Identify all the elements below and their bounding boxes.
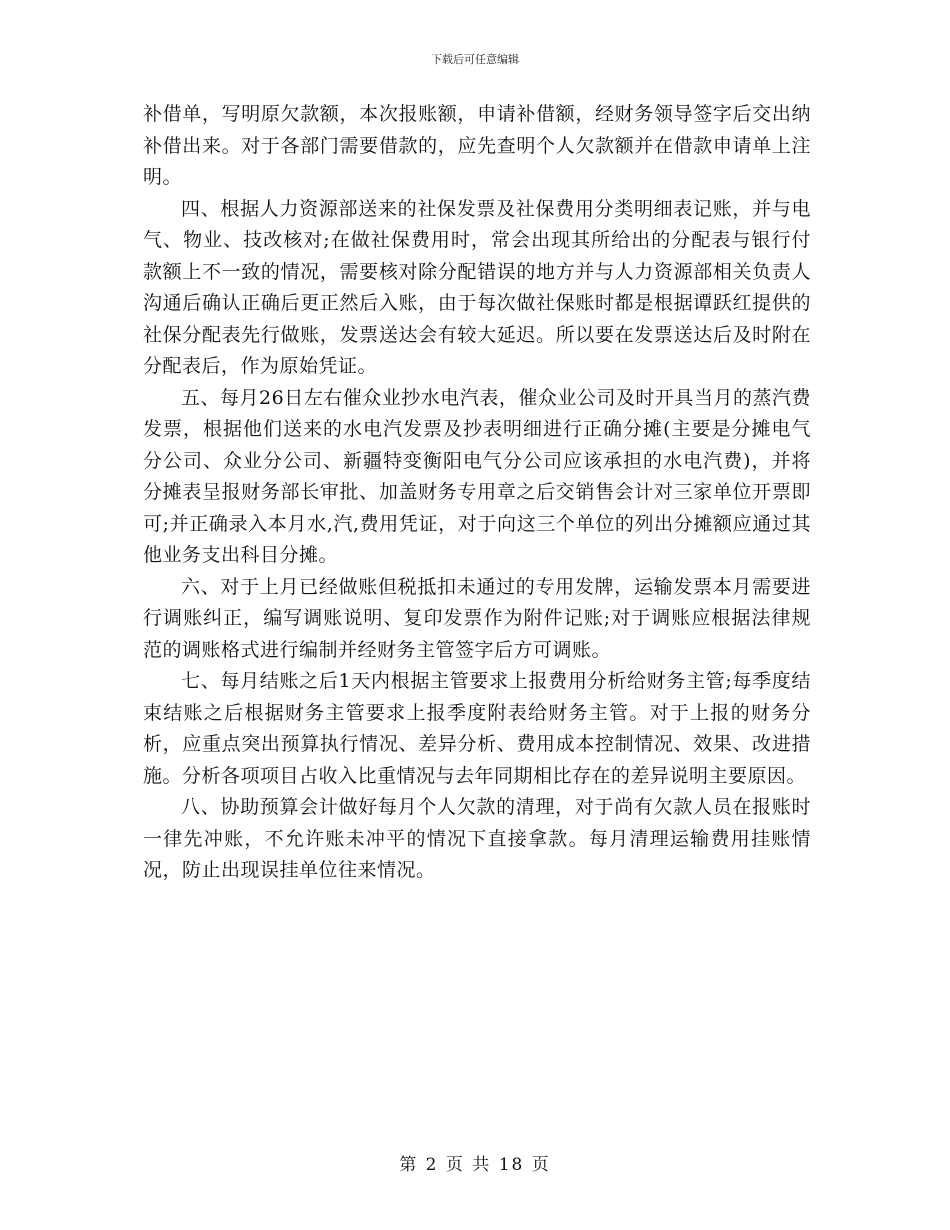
paragraph-item-7: 七、每月结账之后1天内根据主管要求上报费用分析给财务主管;每季度结束结账之后根据财务主管要求上报季度附表给财务主管。对于上报的财务分析，应重点突出预算执行情况、差异分析、费用成本控制情况、效果、改进措施。分析各项项目占收入比重情况与去年同期相比存在的差异说明主要原因。: [143, 670, 811, 787]
page-header: 下载后可任意编辑: [431, 53, 519, 66]
paragraph-item-8: 八、协助预算会计做好每月个人欠款的清理，对于尚有欠款人员在报账时一律先冲账，不允许账未冲平的情况下直接拿款。每月清理运输费用挂账情况，防止出现误挂单位往来情况。: [143, 796, 811, 881]
paragraph-item-5: 五、每月26日左右催众业抄水电汽表，催众业公司及时开具当月的蒸汽费发票，根据他们送来的水电汽发票及抄表明细进行正确分摊(主要是分摊电气分公司、众业分公司、新疆特变衡阳电气分公司应该承担的水电汽费)，并将分摊表呈报财务部长审批、加盖财务专用章之后交销售会计对三家单位开票即可;并正确录入本月水,汽,费用凭证，对于向这三个单位的列出分摊额应通过其他业务支出科目分摊。: [143, 386, 811, 566]
document-body: [143, 99, 811, 887]
paragraph-item-6: 六、对于上月已经做账但税抵扣未通过的专用发牌，运输发票本月需要进行调账纠正，编写调账说明、复印发票作为附件记账;对于调账应根据法律规范的调账格式进行编制并经财务主管签字后方可调账。: [143, 575, 811, 661]
paragraph-continuation: 补借单，写明原欠款额，本次报账额，申请补借额，经财务领导签字后交出纳补借出来。对于各部门需要借款的，应先查明个人欠款额并在借款申请单上注明。: [143, 103, 811, 188]
page-number-footer: 第 2 页 共 18 页: [399, 1155, 551, 1175]
paragraph-item-4: 四、根据人力资源部送来的社保发票及社保费用分类明细表记账，并与电气、物业、技改核对;在做社保费用时，常会出现其所给出的分配表与银行付款额上不一致的情况，需要核对除分配错误的地方并与人力资源部相关负责人沟通后确认正确后更正然后入账，由于每次做社保账时都是根据谭跃红提供的社保分配表先行做账，发票送达会有较大延迟。所以要在发票送达后及时附在分配表后，作为原始凭证。: [143, 197, 811, 377]
